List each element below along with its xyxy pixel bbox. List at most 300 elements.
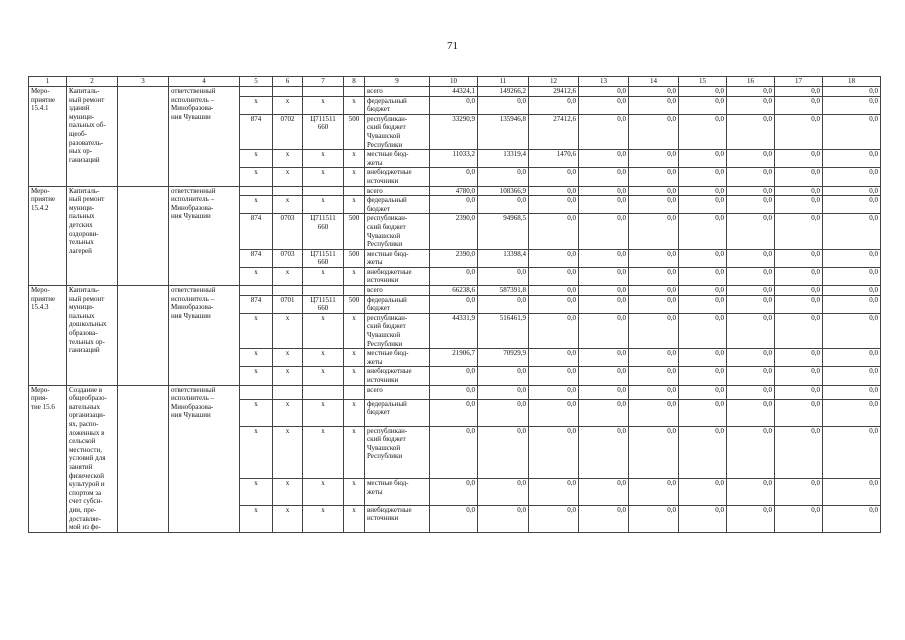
event-title-cell-line: дошкольных <box>69 320 107 329</box>
event-title-cell-line: ложенных в <box>69 428 105 437</box>
amount-cell: 0,0 <box>579 426 629 478</box>
amount-cell: 0,0 <box>579 267 629 285</box>
executor-cell-line: ния Чувашии <box>171 311 211 320</box>
amount-cell: 0,0 <box>529 426 579 478</box>
amount-cell: 0,0 <box>629 478 679 505</box>
amount-cell: 0,0 <box>823 286 881 296</box>
amount-cell: 0,0 <box>579 87 629 97</box>
event-number-cell-line: приятие <box>31 294 56 303</box>
target-article-cell-line: x <box>321 267 325 276</box>
funding-source-cell-line: Республики <box>367 339 403 348</box>
amount-cell: 44324,1 <box>430 87 478 97</box>
table-row <box>29 186 881 196</box>
funding-source-cell <box>365 286 430 296</box>
grbs-cell: 874 <box>240 214 273 249</box>
amount-cell: 0,0 <box>579 249 629 267</box>
amount-cell: 0,0 <box>579 114 629 149</box>
amount-cell: 0,0 <box>679 186 727 196</box>
funding-source-cell-line: внебюджетные <box>367 267 412 276</box>
event-title-cell-line: ный ремонт <box>69 95 105 104</box>
amount-cell: 0,0 <box>478 385 529 399</box>
event-number-cell-line: прия- <box>31 394 48 403</box>
funding-source-cell-line: бюджет <box>367 408 390 417</box>
amount-cell: 0,0 <box>579 505 629 532</box>
event-title-cell <box>67 186 118 286</box>
expense-type-cell: 500 <box>344 295 365 313</box>
target-article-cell <box>303 385 344 399</box>
event-title-cell-line: ных ор- <box>69 147 93 156</box>
amount-cell: 0,0 <box>629 249 679 267</box>
target-article-cell-line: 660 <box>317 304 329 313</box>
amount-cell: 587391,8 <box>478 286 529 296</box>
funding-source-cell-line: Чувашской <box>367 443 401 452</box>
column-header-11: 11 <box>478 77 529 87</box>
column-header-18: 18 <box>823 77 881 87</box>
funding-source-cell-line: бюджет <box>367 204 390 213</box>
amount-cell: 0,0 <box>529 196 579 214</box>
amount-cell: 0,0 <box>775 87 823 97</box>
funding-source-cell <box>365 478 430 505</box>
grbs-cell: 874 <box>240 295 273 313</box>
page-number: 71 <box>447 40 458 52</box>
grbs-cell: x <box>240 349 273 367</box>
event-title-cell-line: тельных <box>69 238 94 247</box>
amount-cell: 0,0 <box>478 295 529 313</box>
funding-source-cell-line: местные бюд- <box>367 150 409 159</box>
amount-cell: 0,0 <box>430 168 478 186</box>
target-article-cell <box>303 186 344 196</box>
amount-cell: 0,0 <box>430 385 478 399</box>
amount-cell: 0,0 <box>775 286 823 296</box>
funding-source-cell-line: федеральный <box>367 399 407 408</box>
amount-cell: 0,0 <box>823 196 881 214</box>
amount-cell: 0,0 <box>823 267 881 285</box>
section-cell: x <box>273 367 303 385</box>
amount-cell: 66238,6 <box>430 286 478 296</box>
amount-cell: 0,0 <box>579 196 629 214</box>
target-article-cell-line: 660 <box>317 222 329 231</box>
target-article-cell <box>303 313 344 348</box>
amount-cell: 0,0 <box>775 367 823 385</box>
expense-type-cell: x <box>344 478 365 505</box>
funding-source-cell-line: республикан- <box>367 313 408 322</box>
grbs-cell: x <box>240 478 273 505</box>
event-title-cell-line: тельных ор- <box>69 337 105 346</box>
event-title-cell-line: ях, распо- <box>69 419 99 428</box>
target-article-cell-line: x <box>321 478 325 487</box>
amount-cell: 0,0 <box>629 186 679 196</box>
amount-cell: 0,0 <box>529 478 579 505</box>
amount-cell: 0,0 <box>430 367 478 385</box>
amount-cell: 0,0 <box>679 267 727 285</box>
amount-cell: 0,0 <box>727 96 775 114</box>
section-cell <box>273 385 303 399</box>
event-title-cell-line: спортом за <box>69 488 102 497</box>
grbs-cell: x <box>240 313 273 348</box>
executor-cell-line: Минобразова- <box>171 303 214 312</box>
event-title-cell-line: зданий <box>69 104 90 113</box>
section-cell: x <box>273 505 303 532</box>
amount-cell: 0,0 <box>775 96 823 114</box>
event-title-cell <box>67 286 118 386</box>
funding-source-cell <box>365 295 430 313</box>
event-number-cell-line: тие 15.6 <box>31 402 55 411</box>
target-article-cell <box>303 349 344 367</box>
grbs-cell: x <box>240 505 273 532</box>
column-header-3: 3 <box>118 77 169 87</box>
section-cell <box>273 286 303 296</box>
column-header-4: 4 <box>169 77 240 87</box>
amount-cell: 0,0 <box>629 267 679 285</box>
target-article-cell-line: x <box>321 96 325 105</box>
expense-type-cell: 500 <box>344 114 365 149</box>
target-article-cell-line: x <box>321 505 325 514</box>
expense-type-cell: x <box>344 96 365 114</box>
grbs-cell: 874 <box>240 114 273 149</box>
expense-type-cell <box>344 385 365 399</box>
grbs-cell <box>240 385 273 399</box>
amount-cell: 0,0 <box>478 168 529 186</box>
funding-source-cell-line: всего <box>367 87 383 95</box>
target-article-cell-line: x <box>321 313 325 322</box>
amount-cell: 0,0 <box>823 313 881 348</box>
target-article-cell-line: Ц711511 <box>310 295 336 304</box>
amount-cell: 0,0 <box>727 295 775 313</box>
event-number-cell <box>29 87 67 187</box>
amount-cell: 0,0 <box>679 367 727 385</box>
amount-cell: 0,0 <box>529 367 579 385</box>
amount-cell: 27412,6 <box>529 114 579 149</box>
executor-cell <box>169 385 240 532</box>
funding-source-cell-line: местные бюд- <box>367 349 409 358</box>
grbs-cell: x <box>240 168 273 186</box>
event-number-cell-line: Меро- <box>31 87 50 95</box>
section-cell: x <box>273 478 303 505</box>
amount-cell: 0,0 <box>679 399 727 426</box>
amount-cell: 0,0 <box>629 168 679 186</box>
funding-source-cell-line: федеральный <box>367 196 407 205</box>
amount-cell: 0,0 <box>823 367 881 385</box>
budget-table <box>28 76 881 533</box>
amount-cell: 0,0 <box>775 114 823 149</box>
amount-cell: 0,0 <box>727 214 775 249</box>
amount-cell: 0,0 <box>727 385 775 399</box>
amount-cell: 0,0 <box>430 478 478 505</box>
amount-cell: 0,0 <box>679 168 727 186</box>
expense-type-cell: 500 <box>344 249 365 267</box>
funding-source-cell-line: внебюджетные <box>367 505 412 514</box>
amount-cell: 0,0 <box>727 150 775 168</box>
funding-source-cell <box>365 214 430 249</box>
executor-cell <box>169 186 240 286</box>
amount-cell: 0,0 <box>529 214 579 249</box>
section-cell: x <box>273 399 303 426</box>
event-title-cell-line: ный ремонт <box>69 195 105 204</box>
event-title-cell-line: вательных <box>69 402 100 411</box>
amount-cell: 0,0 <box>823 349 881 367</box>
event-title-cell-line: лагерей <box>69 246 92 255</box>
table-row <box>29 286 881 296</box>
amount-cell: 13398,4 <box>478 249 529 267</box>
amount-cell: 0,0 <box>679 313 727 348</box>
amount-cell: 0,0 <box>775 267 823 285</box>
funding-source-cell-line: ский бюджет <box>367 435 406 444</box>
funding-source-cell-line: Чувашской <box>367 231 401 240</box>
event-title-cell <box>67 385 118 532</box>
expense-type-cell: x <box>344 505 365 532</box>
event-title-cell-line: пальных <box>69 311 95 320</box>
target-article-cell-line: 660 <box>317 123 329 132</box>
funding-source-cell <box>365 505 430 532</box>
amount-cell: 0,0 <box>430 96 478 114</box>
event-title-cell-line: Капиталь- <box>69 186 100 195</box>
amount-cell: 0,0 <box>727 267 775 285</box>
amount-cell: 0,0 <box>529 186 579 196</box>
column-header-12: 12 <box>529 77 579 87</box>
expense-type-cell: x <box>344 196 365 214</box>
column-header-14: 14 <box>629 77 679 87</box>
amount-cell: 29412,6 <box>529 87 579 97</box>
column-header-13: 13 <box>579 77 629 87</box>
event-number-cell <box>29 385 67 532</box>
amount-cell: 0,0 <box>629 426 679 478</box>
amount-cell: 0,0 <box>775 214 823 249</box>
funding-source-cell-line: федеральный <box>367 295 407 304</box>
funding-source-cell <box>365 399 430 426</box>
funding-source-cell <box>365 426 430 478</box>
event-title-cell-line: Капиталь- <box>69 286 100 295</box>
column-header-9: 9 <box>365 77 430 87</box>
amount-cell: 1470,6 <box>529 150 579 168</box>
target-article-cell-line: x <box>321 196 325 205</box>
target-article-cell <box>303 478 344 505</box>
grbs-cell: 874 <box>240 249 273 267</box>
column-header-10: 10 <box>430 77 478 87</box>
event-number-cell-line: 15.4.3 <box>31 303 49 312</box>
column-header-1: 1 <box>29 77 67 87</box>
event-title-cell-line: физической <box>69 471 104 480</box>
target-article-cell <box>303 214 344 249</box>
grbs-cell <box>240 286 273 296</box>
amount-cell: 0,0 <box>727 87 775 97</box>
target-article-cell-line: 660 <box>317 258 329 267</box>
amount-cell: 135946,8 <box>478 114 529 149</box>
amount-cell: 0,0 <box>629 505 679 532</box>
funding-source-cell-line: жеты <box>367 158 383 167</box>
event-title-cell-line: общеобразо- <box>69 394 107 403</box>
target-article-cell <box>303 367 344 385</box>
amount-cell: 0,0 <box>823 186 881 196</box>
amount-cell: 0,0 <box>629 295 679 313</box>
section-cell: 0701 <box>273 295 303 313</box>
event-number-cell-line: Меро- <box>31 186 50 195</box>
amount-cell: 0,0 <box>727 249 775 267</box>
funding-source-cell-line: республикан- <box>367 426 408 435</box>
section-cell: 0703 <box>273 214 303 249</box>
event-number-cell-line: приятие <box>31 95 56 104</box>
event-title-cell-line: мой из фе- <box>69 523 101 532</box>
amount-cell: 0,0 <box>823 114 881 149</box>
event-title-cell-line: сельской <box>69 437 96 446</box>
event-title-cell-line: муници- <box>69 203 95 212</box>
event-title-cell-line: культурой и <box>69 480 105 489</box>
target-article-cell <box>303 505 344 532</box>
amount-cell: 0,0 <box>727 313 775 348</box>
amount-cell: 0,0 <box>579 399 629 426</box>
amount-cell: 0,0 <box>478 399 529 426</box>
expense-type-cell: x <box>344 399 365 426</box>
target-article-cell <box>303 295 344 313</box>
section-cell <box>273 87 303 97</box>
section-cell: x <box>273 150 303 168</box>
target-article-cell <box>303 267 344 285</box>
executor-cell-line: Минобразова- <box>171 402 214 411</box>
amount-cell: 0,0 <box>529 168 579 186</box>
event-title-cell-line: разователь- <box>69 138 104 147</box>
funding-source-cell-line: всего <box>367 286 383 295</box>
amount-cell: 0,0 <box>629 367 679 385</box>
executor-cell-line: Минобразова- <box>171 203 214 212</box>
event-title-cell-line: доставляе- <box>69 514 101 523</box>
executor-cell <box>169 286 240 386</box>
amount-cell: 70929,9 <box>478 349 529 367</box>
empty-cell <box>118 385 169 532</box>
amount-cell: 0,0 <box>823 87 881 97</box>
funding-source-cell-line: источники <box>367 276 399 285</box>
target-article-cell-line: x <box>321 150 325 159</box>
funding-source-cell <box>365 267 430 285</box>
executor-cell-line: исполнитель – <box>171 95 215 104</box>
expense-type-cell: x <box>344 426 365 478</box>
amount-cell: 0,0 <box>727 349 775 367</box>
event-title-cell-line: счет субси- <box>69 497 103 506</box>
event-title-cell-line: ганизаций <box>69 346 100 355</box>
expense-type-cell <box>344 186 365 196</box>
executor-cell-line: Минобразова- <box>171 104 214 113</box>
target-article-cell <box>303 426 344 478</box>
amount-cell: 0,0 <box>775 426 823 478</box>
section-cell: x <box>273 426 303 478</box>
grbs-cell: x <box>240 399 273 426</box>
event-title-cell-line: муници- <box>69 303 95 312</box>
target-article-cell <box>303 399 344 426</box>
amount-cell: 108366,9 <box>478 186 529 196</box>
amount-cell: 0,0 <box>775 150 823 168</box>
column-header-2: 2 <box>67 77 118 87</box>
amount-cell: 0,0 <box>823 385 881 399</box>
amount-cell: 0,0 <box>579 96 629 114</box>
amount-cell: 0,0 <box>529 286 579 296</box>
amount-cell: 0,0 <box>679 385 727 399</box>
amount-cell: 0,0 <box>478 367 529 385</box>
amount-cell: 0,0 <box>529 505 579 532</box>
empty-cell <box>118 186 169 286</box>
section-cell: 0703 <box>273 249 303 267</box>
header-row <box>29 77 881 87</box>
amount-cell: 4780,0 <box>430 186 478 196</box>
amount-cell: 0,0 <box>579 186 629 196</box>
event-number-cell-line: Меро- <box>31 286 50 295</box>
funding-source-cell <box>365 385 430 399</box>
amount-cell: 0,0 <box>529 313 579 348</box>
amount-cell: 0,0 <box>679 349 727 367</box>
column-header-6: 6 <box>273 77 303 87</box>
funding-source-cell-line: источники <box>367 376 399 384</box>
executor-cell-line: исполнитель – <box>171 195 215 204</box>
executor-cell-line: исполнитель – <box>171 394 215 403</box>
funding-source-cell <box>365 96 430 114</box>
target-article-cell-line: x <box>321 399 325 408</box>
event-number-cell-line: Меро- <box>31 385 50 394</box>
executor-cell-line: ответственный <box>171 385 216 394</box>
amount-cell: 0,0 <box>775 295 823 313</box>
target-article-cell <box>303 249 344 267</box>
amount-cell: 0,0 <box>579 478 629 505</box>
event-title-cell-line: ганизаций <box>69 155 100 164</box>
target-article-cell-line: x <box>321 426 325 435</box>
executor-cell-line: ния Чувашии <box>171 212 211 221</box>
amount-cell: 0,0 <box>727 367 775 385</box>
amount-cell: 0,0 <box>775 168 823 186</box>
amount-cell: 0,0 <box>579 168 629 186</box>
amount-cell: 0,0 <box>679 478 727 505</box>
funding-source-cell-line: жеты <box>367 357 383 366</box>
expense-type-cell: x <box>344 168 365 186</box>
section-cell: x <box>273 196 303 214</box>
funding-source-cell-line: внебюджетные <box>367 367 412 376</box>
amount-cell: 0,0 <box>823 505 881 532</box>
event-title-cell-line: местности, <box>69 445 102 454</box>
executor-cell-line: ответственный <box>171 186 216 195</box>
funding-source-cell-line: Республики <box>367 140 403 149</box>
amount-cell: 0,0 <box>478 426 529 478</box>
amount-cell: 0,0 <box>629 150 679 168</box>
amount-cell: 0,0 <box>579 295 629 313</box>
amount-cell: 0,0 <box>529 249 579 267</box>
amount-cell: 0,0 <box>679 426 727 478</box>
target-article-cell <box>303 286 344 296</box>
amount-cell: 0,0 <box>430 267 478 285</box>
amount-cell: 94968,5 <box>478 214 529 249</box>
amount-cell: 0,0 <box>727 286 775 296</box>
expense-type-cell: x <box>344 313 365 348</box>
column-header-17: 17 <box>775 77 823 87</box>
event-number-cell-line: 15.4.2 <box>31 203 49 212</box>
amount-cell: 0,0 <box>679 286 727 296</box>
amount-cell: 0,0 <box>629 313 679 348</box>
target-article-cell <box>303 168 344 186</box>
amount-cell: 0,0 <box>478 96 529 114</box>
amount-cell: 0,0 <box>775 196 823 214</box>
amount-cell: 0,0 <box>430 295 478 313</box>
section-cell: x <box>273 313 303 348</box>
amount-cell: 0,0 <box>529 295 579 313</box>
funding-source-cell-line: Республики <box>367 240 403 249</box>
amount-cell: 0,0 <box>679 295 727 313</box>
event-title-cell-line: детских <box>69 220 93 229</box>
empty-cell <box>118 87 169 187</box>
amount-cell: 21906,7 <box>430 349 478 367</box>
section-cell <box>273 186 303 196</box>
target-article-cell-line: Ц711511 <box>310 214 336 223</box>
amount-cell: 0,0 <box>679 114 727 149</box>
amount-cell: 0,0 <box>629 196 679 214</box>
funding-source-cell-line: бюджет <box>367 105 390 114</box>
amount-cell: 0,0 <box>679 214 727 249</box>
amount-cell: 0,0 <box>529 349 579 367</box>
column-header-5: 5 <box>240 77 273 87</box>
event-title-cell-line: Капиталь- <box>69 87 100 95</box>
